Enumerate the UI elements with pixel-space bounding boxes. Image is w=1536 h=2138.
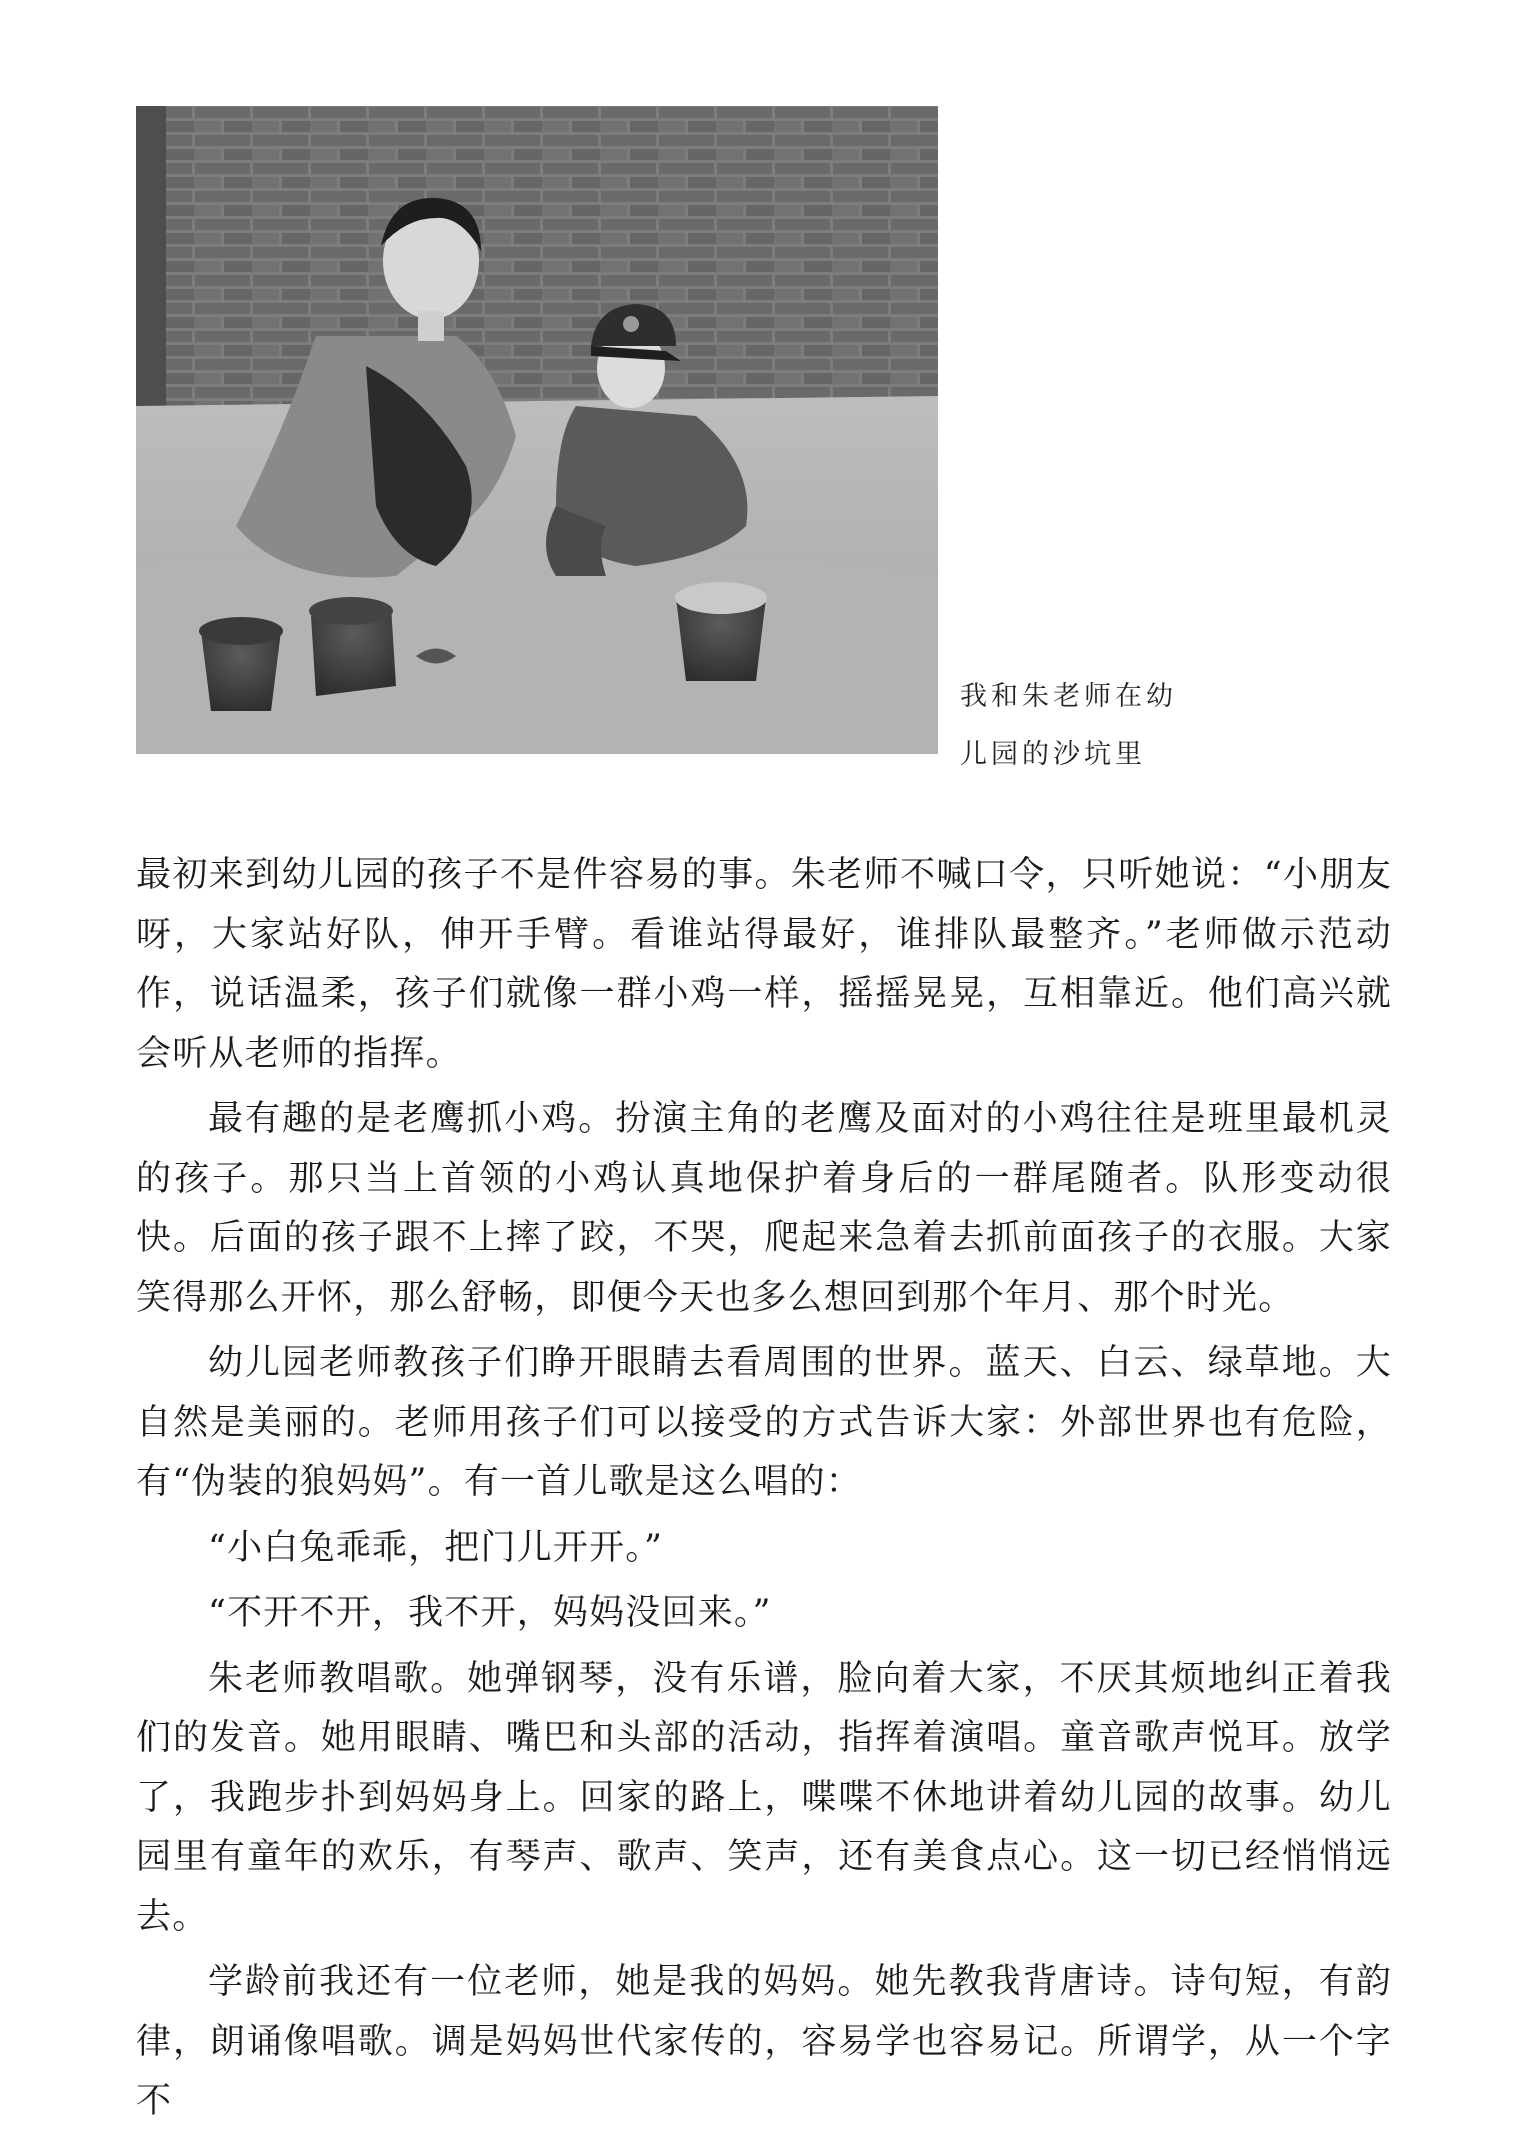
paragraph: 幼儿园老师教孩子们睁开眼睛去看周围的世界。蓝天、白云、绿草地。大自然是美丽的。老师用孩子们可以接受的方式告诉大家：外部世界也有危险，有“伪装的狼妈妈”。有一首儿歌是这么唱的： [136, 1343, 1392, 1502]
paragraph: 学龄前我还有一位老师，她是我的妈妈。她先教我背唐诗。诗句短，有韵律，朗诵像唱歌。调是妈妈世代家传的，容易学也容易记。所谓学，从一个字不 [136, 1962, 1392, 2121]
paragraph: “不开不开，我不开，妈妈没回来。” [208, 1593, 772, 1633]
paragraph: 最初来到幼儿园的孩子不是件容易的事。朱老师不喊口令，只听她说：“小朋友呀，大家站好队，伸开手臂。看谁站得最好，谁排队最整齐。”老师做示范动作，说话温柔，孩子们就像一群小鸡一样，摇摇晃晃，互相靠近。他们高兴就会听从老师的指挥。 [136, 855, 1392, 1074]
photo-caption [960, 668, 1220, 784]
paragraph: “小白兔乖乖，把门儿开开。” [208, 1527, 664, 1568]
caption-line: 儿园的沙坑里 [960, 739, 1146, 770]
photo-illustration [136, 106, 938, 754]
paragraph: 朱老师教唱歌。她弹钢琴，没有乐谱，脸向着大家，不厌其烦地纠正着我们的发音。她用眼睛、嘴巴和头部的活动，指挥着演唱。童音歌声悦耳。放学了，我跑步扑到妈妈身上。回家的路上，喋喋不休地讲着幼儿园的故事。幼儿园里有童年的欢乐，有琴声、歌声、笑声，还有美食点心。这一切已经悄悄远去。 [136, 1658, 1392, 1937]
paragraph: 最有趣的是老鹰抓小鸡。扮演主角的老鹰及面对的小鸡往往是班里最机灵的孩子。那只当上首领的小鸡认真地保护着身后的一群尾随者。队形变动很快。后面的孩子跟不上摔了跤，不哭，爬起来急着去抓前面孩子的衣服。大家笑得那么开怀，那么舒畅，即便今天也多么想回到那个年月、那个时光。 [136, 1099, 1392, 1318]
body-text [136, 846, 1392, 2138]
photograph [136, 106, 938, 754]
caption-line: 我和朱老师在幼 [960, 681, 1177, 712]
